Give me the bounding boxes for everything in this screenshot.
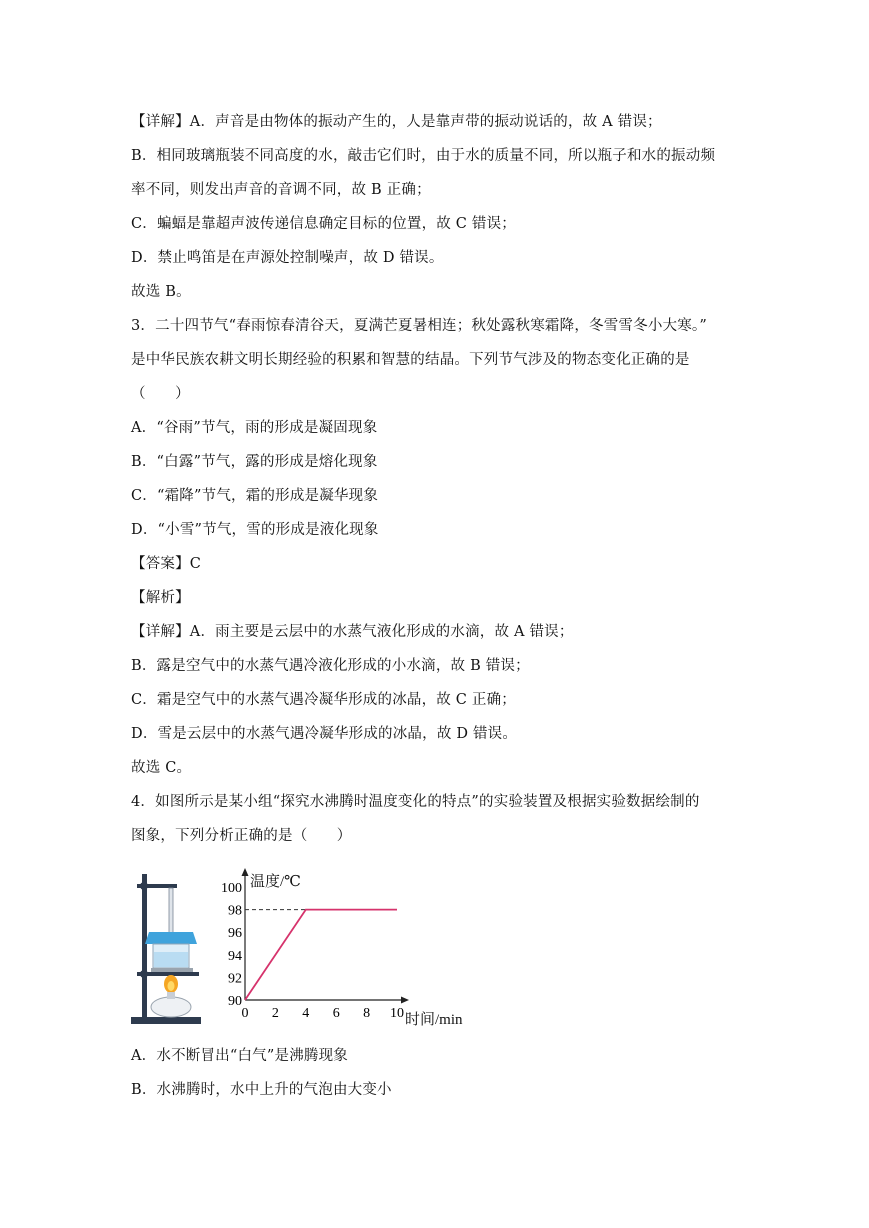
x-tick-label: 4 bbox=[302, 1006, 310, 1021]
boiling-apparatus-illustration bbox=[131, 874, 201, 1024]
y-tick-label: 90 bbox=[228, 994, 242, 1009]
option-b: B．水沸腾时，水中上升的气泡由大变小 bbox=[131, 1082, 392, 1098]
text-line: 故选 B。 bbox=[131, 284, 191, 300]
text-line: C．霜是空气中的水蒸气遇冷凝华形成的冰晶，故 C 正确； bbox=[131, 692, 517, 708]
text-line: B．相同玻璃瓶装不同高度的水，敲击它们时，由于水的质量不同，所以瓶子和水的振动频 bbox=[131, 148, 716, 164]
x-tick-label: 2 bbox=[271, 1006, 279, 1021]
x-tick-labels bbox=[242, 1006, 405, 1021]
option-d: D．“小雪”节气，雪的形成是液化现象 bbox=[131, 522, 379, 538]
temperature-time-graph bbox=[221, 868, 463, 1028]
answer-label: 【答案】C bbox=[131, 556, 202, 572]
y-tick-label: 92 bbox=[228, 971, 242, 987]
y-axis-arrow-icon bbox=[242, 868, 249, 876]
x-axis-arrow-icon bbox=[401, 997, 409, 1004]
option-a: A．“谷雨”节气，雨的形成是凝固现象 bbox=[131, 420, 378, 436]
text-line: 是中华民族农耕文明长期经验的积累和智慧的结晶。下列节气涉及的物态变化正确的是 bbox=[131, 352, 690, 368]
answer-blank: （ ） bbox=[131, 386, 190, 402]
ring-knob bbox=[140, 970, 148, 978]
option-b: B．“白露”节气，露的形成是熔化现象 bbox=[131, 454, 378, 470]
text-line: 率不同，则发出声音的音调不同，故 B 正确； bbox=[131, 182, 431, 198]
option-a: A．水不断冒出“白气”是沸腾现象 bbox=[131, 1048, 348, 1064]
text-line: 【详解】A．雨主要是云层中的水蒸气液化形成的水滴，故 A 错误； bbox=[131, 624, 574, 640]
lamp-wick-holder bbox=[167, 992, 175, 999]
beaker-lid bbox=[145, 932, 197, 944]
text-line: 【详解】A．声音是由物体的振动产生的，人是靠声带的振动说话的，故 A 错误； bbox=[131, 114, 662, 130]
x-tick-label: 10 bbox=[390, 1006, 404, 1021]
experiment-figure bbox=[129, 862, 474, 1032]
text-line: D．禁止鸣笛是在声源处控制噪声，故 D 错误。 bbox=[131, 250, 444, 266]
wire-gauze bbox=[151, 968, 193, 972]
question-4-stem: 4．如图所示是某小组“探究水沸腾时温度变化的特点”的实验装置及根据实验数据绘制的 bbox=[131, 794, 700, 810]
series-line bbox=[245, 910, 397, 1000]
text-line: B．露是空气中的水蒸气遇冷液化形成的小水滴，故 B 错误； bbox=[131, 658, 530, 674]
x-tick-label: 6 bbox=[332, 1006, 340, 1021]
figure-svg bbox=[129, 862, 474, 1032]
option-c: C．“霜降”节气，霜的形成是凝华现象 bbox=[131, 488, 379, 504]
alcohol-lamp bbox=[151, 997, 191, 1017]
clamp-knob bbox=[140, 882, 148, 890]
y-tick-label: 96 bbox=[228, 926, 242, 942]
y-tick-label: 98 bbox=[228, 903, 242, 919]
text-line: C．蝙蝠是靠超声波传递信息确定目标的位置，故 C 错误； bbox=[131, 216, 517, 232]
analysis-label: 【解析】 bbox=[131, 590, 190, 606]
stand-rod bbox=[142, 874, 147, 1019]
x-axis-label: 时间/min bbox=[405, 1012, 463, 1028]
water bbox=[154, 952, 188, 967]
text-line: D．雪是云层中的水蒸气遇冷凝华形成的冰晶，故 D 错误。 bbox=[131, 726, 518, 742]
text-line: 故选 C。 bbox=[131, 760, 192, 776]
y-tick-label: 100 bbox=[221, 881, 242, 896]
y-tick-labels bbox=[221, 881, 242, 1009]
y-axis-label: 温度/℃ bbox=[250, 874, 301, 890]
question-3-stem: 3．二十四节气“春雨惊春清谷天，夏满芒夏暑相连；秋处露秋寒霜降，冬雪雪冬小大寒。” bbox=[131, 318, 707, 334]
stand-base bbox=[131, 1017, 201, 1024]
flame-core bbox=[168, 981, 175, 991]
y-tick-label: 94 bbox=[228, 948, 242, 964]
x-tick-label: 0 bbox=[241, 1006, 249, 1021]
text-line: 图象，下列分析正确的是（ ） bbox=[131, 828, 352, 844]
x-tick-label: 8 bbox=[363, 1006, 371, 1021]
